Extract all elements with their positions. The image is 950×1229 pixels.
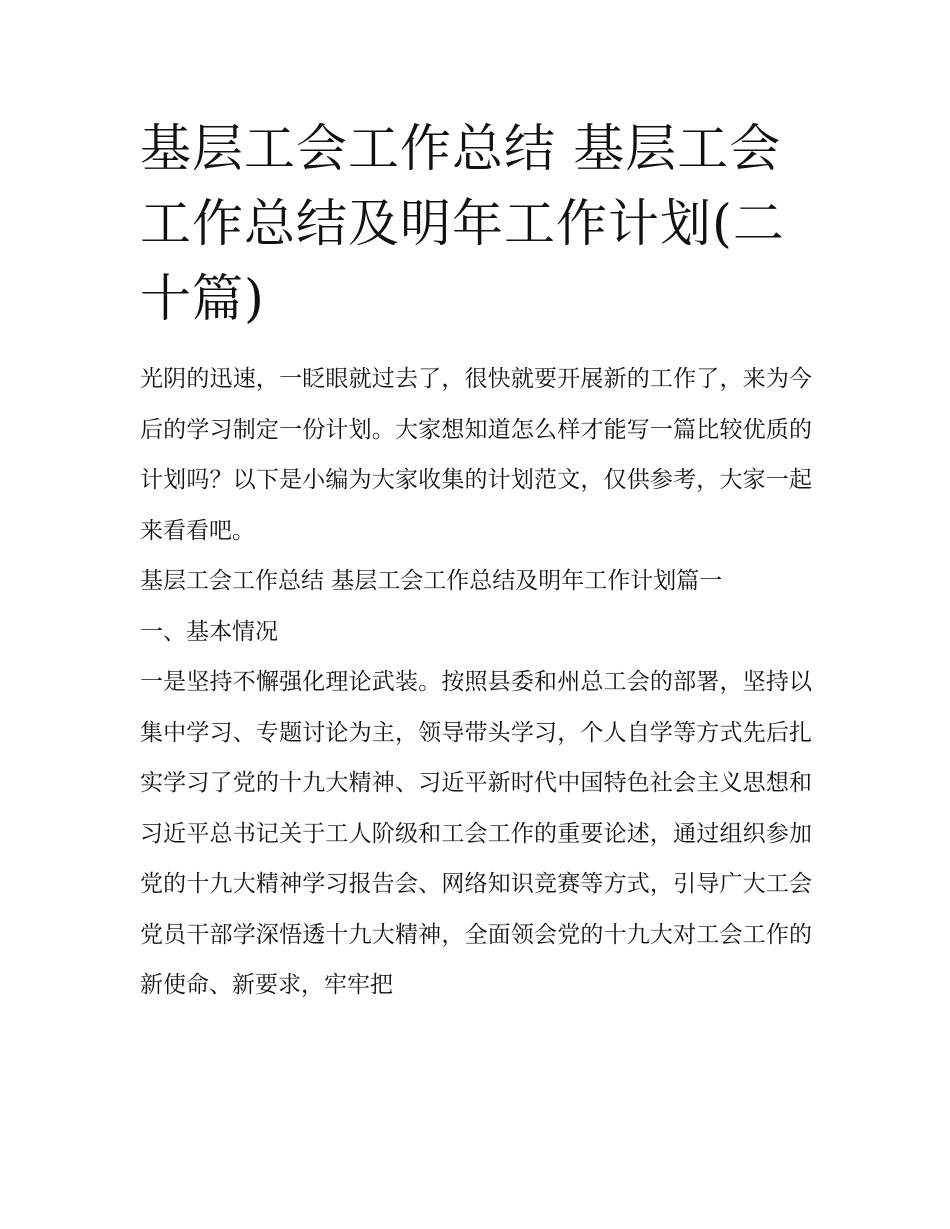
intro-paragraph: 光阴的迅速，一眨眼就过去了，很快就要开展新的工作了，来为今后的学习制定一份计划。大家想知道怎么样才能写一篇比较优质的计划吗？以下是小编为大家收集的计划范文，仅供参考，大家一起来看看吧。 <box>140 366 812 544</box>
document-page <box>140 112 812 1011</box>
section-heading: 一、基本情况 <box>140 618 278 645</box>
article-heading: 基层工会工作总结 基层工会工作总结及明年工作计划篇一 <box>140 568 723 594</box>
body-paragraph: 一是坚持不懈强化理论武装。按照县委和州总工会的部署，坚持以集中学习、专题讨论为主，领导带头学习，个人自学等方式先后扎实学习了党的十九大精神、习近平新时代中国特色社会主义思想和习近平总书记关于工人阶级和工会工作的重要论述，通过组织参加党的十九大精神学习报告会、网络知识竞赛等方式，引导广大工会党员干部学深悟透十九大精神，全面领会党的十九大对工会工作的新使命、新要求，牢牢把 <box>140 669 812 998</box>
document-title: 基层工会工作总结 基层工会工作总结及明年工作计划(二十篇) <box>140 120 785 329</box>
